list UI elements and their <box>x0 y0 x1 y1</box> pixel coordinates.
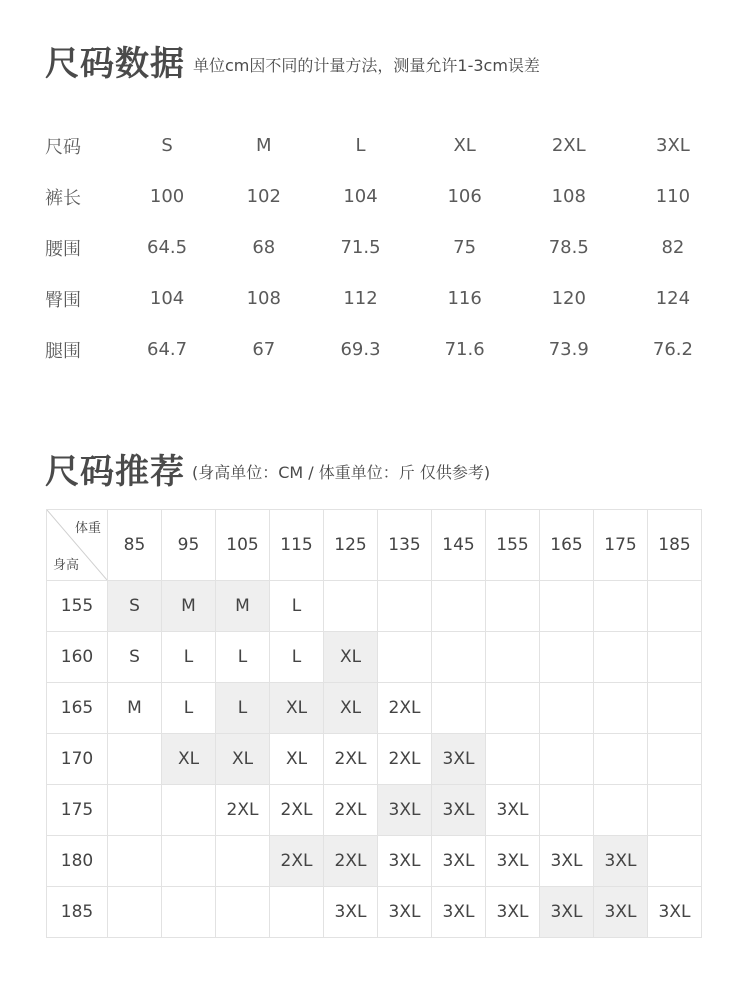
size-header-cell: L <box>355 135 366 156</box>
measurement-value: 68 <box>252 237 276 258</box>
weight-header-cell: 105 <box>216 510 270 581</box>
recommended-size-cell: M <box>108 683 162 734</box>
recommended-size-cell: 3XL <box>486 785 540 836</box>
measurement-label: 腿围 <box>45 340 81 362</box>
size-header-cell: XL <box>453 135 476 156</box>
measurement-value: 75 <box>453 237 477 258</box>
recommended-size-cell: XL <box>270 734 324 785</box>
recommended-size-cell <box>216 887 270 938</box>
measurement-row <box>45 273 725 324</box>
height-label-cell: 165 <box>47 683 108 734</box>
recommended-size-cell <box>594 734 648 785</box>
recommended-size-cell <box>432 632 486 683</box>
recommended-size-cell <box>648 581 702 632</box>
weight-header-cell: 135 <box>378 510 432 581</box>
measurement-value: 102 <box>246 186 281 207</box>
recommended-size-cell: 2XL <box>270 836 324 887</box>
measurement-value: 106 <box>447 186 482 207</box>
recommended-size-cell <box>648 836 702 887</box>
measurement-value: 116 <box>447 288 482 309</box>
measurement-value: 82 <box>661 237 685 258</box>
measurement-value: 110 <box>655 186 691 207</box>
recommended-size-cell: L <box>270 581 324 632</box>
size-header-cell: S <box>161 135 173 156</box>
recommended-size-cell: 3XL <box>540 836 594 887</box>
recommended-size-cell: L <box>162 632 216 683</box>
height-row <box>47 836 702 887</box>
recommended-size-cell: XL <box>216 734 270 785</box>
recommended-size-cell: 3XL <box>378 785 432 836</box>
recommended-size-cell <box>378 581 432 632</box>
weight-axis-label: 体重 <box>74 521 101 536</box>
measurement-value: 76.2 <box>652 339 693 360</box>
size-header-row <box>45 120 725 171</box>
size-recommendation-table <box>46 509 702 938</box>
measurement-value: 69.3 <box>340 339 381 360</box>
recommended-size-cell: 2XL <box>324 785 378 836</box>
measurement-label: 臀围 <box>45 289 81 311</box>
size-data-subtitle: 单位cm因不同的计量方法，测量允许1-3cm误差 <box>193 56 540 75</box>
height-label-cell: 170 <box>47 734 108 785</box>
recommended-size-cell: 2XL <box>270 785 324 836</box>
weight-header-cell: 185 <box>648 510 702 581</box>
measurement-value: 108 <box>551 186 586 207</box>
measurement-row <box>45 324 725 375</box>
recommended-size-cell: S <box>108 632 162 683</box>
measurement-value: 104 <box>149 288 185 309</box>
measurement-row <box>45 222 725 273</box>
height-row <box>47 887 702 938</box>
height-row <box>47 581 702 632</box>
measurement-value: 120 <box>551 288 586 309</box>
height-row <box>47 683 702 734</box>
recommended-size-cell <box>594 785 648 836</box>
weight-header-cell: 155 <box>486 510 540 581</box>
measurement-label: 裤长 <box>45 187 81 209</box>
measurement-row <box>45 171 725 222</box>
measurement-value: 124 <box>655 288 691 309</box>
measurement-value: 71.6 <box>444 339 485 360</box>
recommended-size-cell <box>108 734 162 785</box>
recommended-size-cell <box>486 632 540 683</box>
size-data-table <box>45 120 725 375</box>
weight-header-cell: 165 <box>540 510 594 581</box>
recommended-size-cell <box>540 683 594 734</box>
height-row <box>47 734 702 785</box>
recommended-size-cell <box>594 632 648 683</box>
height-label-cell: 180 <box>47 836 108 887</box>
recommended-size-cell: L <box>216 683 270 734</box>
recommended-size-cell: 3XL <box>540 887 594 938</box>
recommended-size-cell: 2XL <box>324 836 378 887</box>
measurement-value: 64.7 <box>147 339 188 360</box>
height-row <box>47 785 702 836</box>
recommended-size-cell: 3XL <box>432 734 486 785</box>
recommended-size-cell <box>540 581 594 632</box>
recommended-size-cell <box>486 734 540 785</box>
recommended-size-cell <box>108 836 162 887</box>
weight-header-cell: 95 <box>162 510 216 581</box>
recommended-size-cell: L <box>216 632 270 683</box>
recommended-size-cell: L <box>162 683 216 734</box>
height-label-cell: 175 <box>47 785 108 836</box>
measurement-value: 67 <box>252 339 276 360</box>
measurement-value: 71.5 <box>340 237 381 258</box>
recommended-size-cell <box>648 734 702 785</box>
recommended-size-cell: 2XL <box>378 683 432 734</box>
recommended-size-cell: XL <box>270 683 324 734</box>
recommended-size-cell: 3XL <box>432 836 486 887</box>
recommended-size-cell: S <box>108 581 162 632</box>
recommended-size-cell: 3XL <box>324 887 378 938</box>
recommended-size-cell: XL <box>162 734 216 785</box>
recommended-size-cell: 3XL <box>432 887 486 938</box>
weight-header-cell: 115 <box>270 510 324 581</box>
recommended-size-cell: M <box>162 581 216 632</box>
recommended-size-cell: 3XL <box>378 887 432 938</box>
weight-header-cell: 175 <box>594 510 648 581</box>
measurement-value: 112 <box>343 288 378 309</box>
recommended-size-cell: M <box>216 581 270 632</box>
size-header-cell: M <box>256 135 272 156</box>
recommended-size-cell: 2XL <box>378 734 432 785</box>
measurement-value: 78.5 <box>548 237 589 258</box>
recommended-size-cell <box>486 683 540 734</box>
recommended-size-cell: 2XL <box>324 734 378 785</box>
recommended-size-cell <box>540 734 594 785</box>
recommended-size-cell <box>432 683 486 734</box>
recommended-size-cell: 3XL <box>486 887 540 938</box>
recommended-size-cell <box>594 581 648 632</box>
recommended-size-cell <box>162 836 216 887</box>
recommended-size-cell: 3XL <box>648 887 702 938</box>
size-data-title: 尺码数据 <box>45 44 185 84</box>
recommended-size-cell: 3XL <box>378 836 432 887</box>
measurement-value: 73.9 <box>548 339 589 360</box>
recommended-size-cell <box>108 785 162 836</box>
recommended-size-cell: 3XL <box>594 887 648 938</box>
weight-header-row <box>47 510 702 581</box>
measurement-value: 104 <box>343 186 378 207</box>
weight-header-cell: 125 <box>324 510 378 581</box>
weight-header-cell: 145 <box>432 510 486 581</box>
recommended-size-cell: 3XL <box>486 836 540 887</box>
recommended-size-cell <box>270 887 324 938</box>
height-axis-label: 身高 <box>53 558 80 573</box>
height-label-cell: 160 <box>47 632 108 683</box>
table-corner-cell <box>47 510 108 581</box>
recommended-size-cell <box>540 785 594 836</box>
recommended-size-cell <box>594 683 648 734</box>
height-label-cell: 185 <box>47 887 108 938</box>
recommended-size-cell <box>648 683 702 734</box>
height-label-cell: 155 <box>47 581 108 632</box>
measurement-value: 100 <box>149 186 185 207</box>
measurement-value: 64.5 <box>147 237 188 258</box>
recommended-size-cell <box>378 632 432 683</box>
recommended-size-cell: 2XL <box>216 785 270 836</box>
measurement-value: 108 <box>246 288 281 309</box>
recommended-size-cell <box>432 581 486 632</box>
weight-header-cell: 85 <box>108 510 162 581</box>
recommended-size-cell <box>648 632 702 683</box>
size-header-cell: 3XL <box>656 135 690 156</box>
size-recommendation-title: 尺码推荐 <box>45 452 185 492</box>
recommended-size-cell: 3XL <box>432 785 486 836</box>
recommended-size-cell <box>108 887 162 938</box>
size-recommendation-subtitle: (身高单位：CM / 体重单位：斤 仅供参考) <box>192 463 491 482</box>
measurement-label: 腰围 <box>45 238 81 260</box>
recommended-size-cell: L <box>270 632 324 683</box>
size-header-cell: 2XL <box>551 135 586 156</box>
recommended-size-cell <box>540 632 594 683</box>
recommended-size-cell <box>648 785 702 836</box>
recommended-size-cell <box>162 785 216 836</box>
height-row <box>47 632 702 683</box>
recommended-size-cell: XL <box>324 632 378 683</box>
recommended-size-cell <box>486 581 540 632</box>
recommended-size-cell <box>162 887 216 938</box>
size-header-label: 尺码 <box>45 136 81 158</box>
recommended-size-cell <box>324 581 378 632</box>
recommended-size-cell: XL <box>324 683 378 734</box>
recommended-size-cell <box>216 836 270 887</box>
recommended-size-cell: 3XL <box>594 836 648 887</box>
